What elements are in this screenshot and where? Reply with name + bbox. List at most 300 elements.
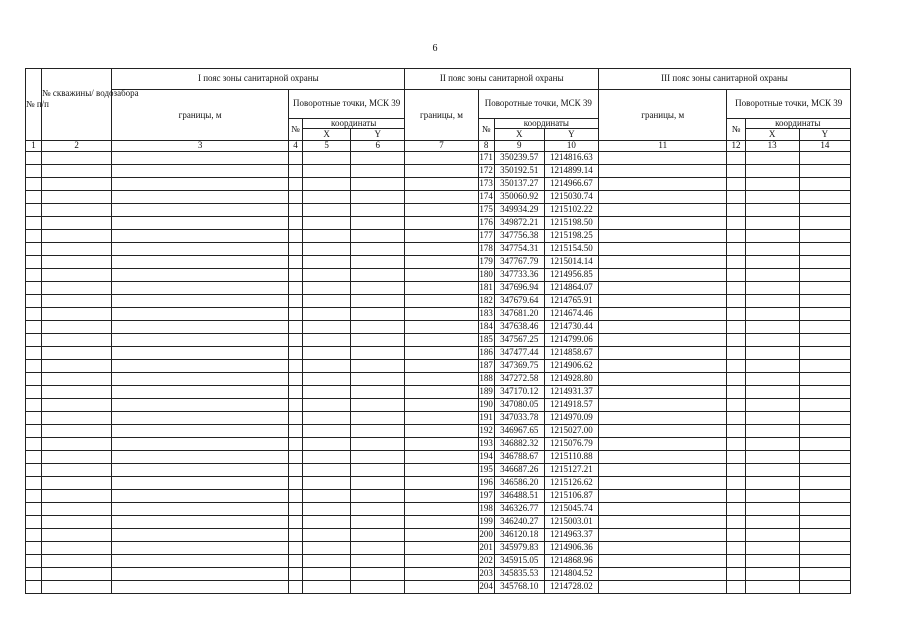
empty-cell (727, 177, 745, 190)
empty-cell (351, 385, 405, 398)
point-number-cell: 195 (478, 463, 494, 476)
empty-cell (112, 554, 289, 567)
empty-cell (112, 450, 289, 463)
empty-cell (405, 229, 478, 242)
y-coordinate-cell: 1214730.44 (544, 320, 598, 333)
empty-cell (42, 528, 112, 541)
empty-cell (42, 359, 112, 372)
empty-cell (42, 515, 112, 528)
x-coordinate-cell: 349934.29 (494, 203, 544, 216)
y-coordinate-cell: 1214765.91 (544, 294, 598, 307)
empty-cell (26, 203, 42, 216)
empty-cell (112, 515, 289, 528)
x-coordinate-cell: 346687.26 (494, 463, 544, 476)
table-row (26, 463, 851, 476)
x-coordinate-cell: 350060.92 (494, 190, 544, 203)
empty-cell (799, 281, 850, 294)
empty-cell (405, 242, 478, 255)
empty-cell (288, 450, 302, 463)
empty-cell (351, 450, 405, 463)
table-row (26, 515, 851, 528)
empty-cell (405, 554, 478, 567)
empty-cell (799, 502, 850, 515)
x-coordinate-cell: 347756.38 (494, 229, 544, 242)
x-coordinate-cell: 347696.94 (494, 281, 544, 294)
empty-cell (599, 476, 727, 489)
empty-cell (405, 476, 478, 489)
empty-cell (727, 281, 745, 294)
y-coordinate-cell: 1214918.57 (544, 398, 598, 411)
empty-cell (405, 411, 478, 424)
header-boundaries-3: границы, м (599, 90, 727, 141)
header-no-1: № (288, 119, 302, 141)
table-row (26, 164, 851, 177)
empty-cell (42, 437, 112, 450)
table-row (26, 216, 851, 229)
empty-cell (288, 398, 302, 411)
empty-cell (112, 437, 289, 450)
empty-cell (112, 359, 289, 372)
y-coordinate-cell: 1214906.36 (544, 541, 598, 554)
empty-cell (288, 372, 302, 385)
empty-cell (112, 320, 289, 333)
empty-cell (727, 294, 745, 307)
empty-cell (302, 463, 350, 476)
empty-cell (799, 203, 850, 216)
column-number: 3 (112, 141, 289, 151)
empty-cell (112, 294, 289, 307)
point-number-cell: 194 (478, 450, 494, 463)
header-no-3: № (727, 119, 745, 141)
empty-cell (42, 372, 112, 385)
empty-cell (112, 528, 289, 541)
empty-cell (599, 242, 727, 255)
empty-cell (405, 320, 478, 333)
x-coordinate-cell: 347369.75 (494, 359, 544, 372)
empty-cell (727, 567, 745, 580)
empty-cell (727, 320, 745, 333)
x-coordinate-cell: 345768.10 (494, 580, 544, 593)
column-number: 12 (727, 141, 745, 151)
column-number: 2 (42, 141, 112, 151)
empty-cell (351, 151, 405, 164)
empty-cell (727, 398, 745, 411)
empty-cell (405, 385, 478, 398)
empty-cell (288, 320, 302, 333)
point-number-cell: 201 (478, 541, 494, 554)
table-row (26, 255, 851, 268)
empty-cell (799, 320, 850, 333)
empty-cell (599, 203, 727, 216)
empty-cell (405, 541, 478, 554)
point-number-cell: 186 (478, 346, 494, 359)
empty-cell (288, 177, 302, 190)
y-coordinate-cell: 1214963.37 (544, 528, 598, 541)
header-num: № п/п (26, 69, 42, 141)
point-number-cell: 184 (478, 320, 494, 333)
header-turning-points-1: Поворотные точки, МСК 39 (288, 90, 404, 119)
empty-cell (112, 255, 289, 268)
empty-cell (405, 528, 478, 541)
empty-cell (302, 268, 350, 281)
table-row (26, 554, 851, 567)
empty-cell (799, 424, 850, 437)
empty-cell (599, 164, 727, 177)
x-coordinate-cell: 345915.05 (494, 554, 544, 567)
empty-cell (112, 333, 289, 346)
empty-cell (727, 255, 745, 268)
table-row (26, 541, 851, 554)
empty-cell (302, 216, 350, 229)
point-number-cell: 182 (478, 294, 494, 307)
x-coordinate-cell: 347754.31 (494, 242, 544, 255)
x-coordinate-cell: 350137.27 (494, 177, 544, 190)
empty-cell (351, 515, 405, 528)
empty-cell (727, 437, 745, 450)
empty-cell (288, 424, 302, 437)
empty-cell (288, 242, 302, 255)
x-coordinate-cell: 346882.32 (494, 437, 544, 450)
empty-cell (727, 164, 745, 177)
x-coordinate-cell: 347679.64 (494, 294, 544, 307)
empty-cell (26, 502, 42, 515)
y-coordinate-cell: 1215126.62 (544, 476, 598, 489)
header-coordinates-3: координаты (745, 119, 850, 129)
empty-cell (42, 229, 112, 242)
header-well: № скважины/ водозабора (42, 69, 112, 141)
x-coordinate-cell: 345979.83 (494, 541, 544, 554)
y-coordinate-cell: 1214931.37 (544, 385, 598, 398)
x-coordinate-cell: 347170.12 (494, 385, 544, 398)
empty-cell (745, 359, 799, 372)
empty-cell (302, 489, 350, 502)
empty-cell (799, 164, 850, 177)
empty-cell (288, 411, 302, 424)
empty-cell (112, 346, 289, 359)
empty-cell (112, 541, 289, 554)
empty-cell (799, 437, 850, 450)
point-number-cell: 198 (478, 502, 494, 515)
empty-cell (112, 307, 289, 320)
empty-cell (112, 398, 289, 411)
empty-cell (727, 541, 745, 554)
empty-cell (351, 177, 405, 190)
empty-cell (351, 216, 405, 229)
empty-cell (302, 346, 350, 359)
empty-cell (745, 541, 799, 554)
y-coordinate-cell: 1215154.50 (544, 242, 598, 255)
empty-cell (112, 502, 289, 515)
empty-cell (42, 320, 112, 333)
sanitary-zone-table (25, 68, 851, 594)
empty-cell (745, 489, 799, 502)
empty-cell (799, 294, 850, 307)
empty-cell (799, 346, 850, 359)
x-coordinate-cell: 346586.20 (494, 476, 544, 489)
empty-cell (405, 203, 478, 216)
empty-cell (42, 489, 112, 502)
empty-cell (799, 476, 850, 489)
column-number-row (26, 141, 851, 151)
empty-cell (42, 541, 112, 554)
table-row (26, 203, 851, 216)
empty-cell (799, 372, 850, 385)
empty-cell (405, 294, 478, 307)
empty-cell (727, 151, 745, 164)
empty-cell (405, 333, 478, 346)
empty-cell (26, 489, 42, 502)
y-coordinate-cell: 1214799.06 (544, 333, 598, 346)
table-row (26, 528, 851, 541)
point-number-cell: 178 (478, 242, 494, 255)
empty-cell (42, 450, 112, 463)
empty-cell (799, 359, 850, 372)
header-y-3: Y (799, 129, 850, 141)
empty-cell (727, 580, 745, 593)
empty-cell (799, 463, 850, 476)
empty-cell (288, 203, 302, 216)
header-zone-1: I пояс зоны санитарной охраны (112, 69, 405, 90)
empty-cell (42, 346, 112, 359)
empty-cell (351, 528, 405, 541)
table-row (26, 424, 851, 437)
empty-cell (112, 164, 289, 177)
empty-cell (288, 281, 302, 294)
empty-cell (42, 216, 112, 229)
table-row (26, 502, 851, 515)
column-number: 9 (494, 141, 544, 151)
table-row (26, 242, 851, 255)
x-coordinate-cell: 347033.78 (494, 411, 544, 424)
empty-cell (26, 463, 42, 476)
empty-cell (112, 476, 289, 489)
empty-cell (405, 216, 478, 229)
table-row (26, 294, 851, 307)
empty-cell (745, 372, 799, 385)
empty-cell (42, 463, 112, 476)
empty-cell (302, 450, 350, 463)
empty-cell (112, 190, 289, 203)
table-row (26, 489, 851, 502)
y-coordinate-cell: 1215076.79 (544, 437, 598, 450)
empty-cell (42, 580, 112, 593)
empty-cell (405, 359, 478, 372)
table-row (26, 437, 851, 450)
empty-cell (302, 437, 350, 450)
empty-cell (727, 229, 745, 242)
empty-cell (727, 242, 745, 255)
empty-cell (42, 177, 112, 190)
y-coordinate-cell: 1214728.02 (544, 580, 598, 593)
y-coordinate-cell: 1215045.74 (544, 502, 598, 515)
empty-cell (302, 164, 350, 177)
header-turning-points-2: Поворотные точки, МСК 39 (478, 90, 598, 119)
y-coordinate-cell: 1215102.22 (544, 203, 598, 216)
point-number-cell: 191 (478, 411, 494, 424)
empty-cell (745, 203, 799, 216)
point-number-cell: 176 (478, 216, 494, 229)
empty-cell (727, 411, 745, 424)
empty-cell (727, 216, 745, 229)
empty-cell (745, 307, 799, 320)
empty-cell (302, 372, 350, 385)
empty-cell (351, 164, 405, 177)
empty-cell (302, 580, 350, 593)
empty-cell (302, 528, 350, 541)
empty-cell (599, 489, 727, 502)
y-coordinate-cell: 1214970.09 (544, 411, 598, 424)
empty-cell (288, 346, 302, 359)
empty-cell (42, 203, 112, 216)
point-number-cell: 187 (478, 359, 494, 372)
empty-cell (799, 385, 850, 398)
empty-cell (727, 463, 745, 476)
empty-cell (799, 333, 850, 346)
table-row (26, 372, 851, 385)
empty-cell (727, 450, 745, 463)
x-coordinate-cell: 347767.79 (494, 255, 544, 268)
empty-cell (26, 190, 42, 203)
empty-cell (599, 424, 727, 437)
empty-cell (351, 424, 405, 437)
empty-cell (351, 476, 405, 489)
y-coordinate-cell: 1214956.85 (544, 268, 598, 281)
empty-cell (42, 502, 112, 515)
empty-cell (405, 450, 478, 463)
point-number-cell: 200 (478, 528, 494, 541)
y-coordinate-cell: 1214966.67 (544, 177, 598, 190)
table-row (26, 190, 851, 203)
empty-cell (727, 190, 745, 203)
empty-cell (42, 554, 112, 567)
header-x-1: X (302, 129, 350, 141)
empty-cell (112, 372, 289, 385)
empty-cell (745, 528, 799, 541)
empty-cell (26, 294, 42, 307)
empty-cell (745, 229, 799, 242)
empty-cell (405, 255, 478, 268)
empty-cell (288, 554, 302, 567)
header-y-2: Y (544, 129, 598, 141)
empty-cell (112, 242, 289, 255)
empty-cell (599, 229, 727, 242)
empty-cell (799, 567, 850, 580)
point-number-cell: 188 (478, 372, 494, 385)
empty-cell (112, 216, 289, 229)
empty-cell (26, 385, 42, 398)
empty-cell (745, 190, 799, 203)
table-row (26, 567, 851, 580)
empty-cell (288, 229, 302, 242)
empty-cell (405, 580, 478, 593)
empty-cell (288, 437, 302, 450)
empty-cell (745, 320, 799, 333)
empty-cell (745, 385, 799, 398)
x-coordinate-cell: 350239.57 (494, 151, 544, 164)
empty-cell (745, 177, 799, 190)
empty-cell (26, 580, 42, 593)
empty-cell (405, 190, 478, 203)
table-row (26, 450, 851, 463)
empty-cell (26, 242, 42, 255)
column-number: 4 (288, 141, 302, 151)
empty-cell (26, 346, 42, 359)
empty-cell (745, 463, 799, 476)
empty-cell (351, 203, 405, 216)
empty-cell (599, 437, 727, 450)
empty-cell (799, 307, 850, 320)
y-coordinate-cell: 1215027.00 (544, 424, 598, 437)
y-coordinate-cell: 1214816.63 (544, 151, 598, 164)
empty-cell (288, 359, 302, 372)
empty-cell (302, 255, 350, 268)
empty-cell (26, 424, 42, 437)
point-number-cell: 175 (478, 203, 494, 216)
y-coordinate-cell: 1215014.14 (544, 255, 598, 268)
empty-cell (599, 411, 727, 424)
table-row (26, 229, 851, 242)
empty-cell (42, 398, 112, 411)
empty-cell (351, 333, 405, 346)
empty-cell (302, 359, 350, 372)
empty-cell (302, 229, 350, 242)
empty-cell (26, 164, 42, 177)
y-coordinate-cell: 1214858.67 (544, 346, 598, 359)
empty-cell (351, 229, 405, 242)
point-number-cell: 179 (478, 255, 494, 268)
table-row (26, 580, 851, 593)
x-coordinate-cell: 346788.67 (494, 450, 544, 463)
empty-cell (405, 398, 478, 411)
empty-cell (26, 255, 42, 268)
empty-cell (405, 281, 478, 294)
empty-cell (351, 554, 405, 567)
y-coordinate-cell: 1215198.25 (544, 229, 598, 242)
empty-cell (599, 372, 727, 385)
empty-cell (727, 307, 745, 320)
empty-cell (302, 554, 350, 567)
empty-cell (288, 151, 302, 164)
empty-cell (302, 177, 350, 190)
empty-cell (26, 515, 42, 528)
x-coordinate-cell: 347272.58 (494, 372, 544, 385)
empty-cell (42, 164, 112, 177)
empty-cell (302, 411, 350, 424)
empty-cell (288, 502, 302, 515)
empty-cell (26, 333, 42, 346)
table-row (26, 398, 851, 411)
empty-cell (302, 307, 350, 320)
empty-cell (745, 151, 799, 164)
table-row (26, 476, 851, 489)
empty-cell (26, 437, 42, 450)
point-number-cell: 183 (478, 307, 494, 320)
empty-cell (599, 320, 727, 333)
empty-cell (745, 502, 799, 515)
empty-cell (42, 281, 112, 294)
empty-cell (799, 242, 850, 255)
table-row (26, 320, 851, 333)
empty-cell (727, 489, 745, 502)
y-coordinate-cell: 1215198.50 (544, 216, 598, 229)
header-coordinates-2: координаты (494, 119, 598, 129)
empty-cell (745, 411, 799, 424)
empty-cell (799, 450, 850, 463)
empty-cell (26, 229, 42, 242)
empty-cell (405, 424, 478, 437)
empty-cell (799, 177, 850, 190)
empty-cell (42, 424, 112, 437)
